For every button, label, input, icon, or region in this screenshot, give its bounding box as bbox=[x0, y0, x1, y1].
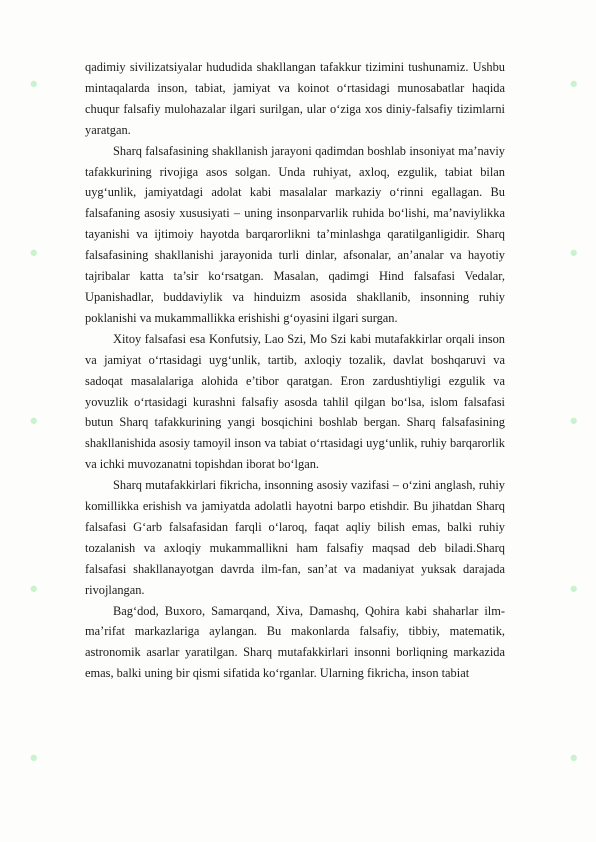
paragraph: Xitoy falsafasi esa Konfutsiy, Lao Szi, Mo Szi kabi mutafakkirlar orqali inson va jamiyat o‘rtasidagi uyg‘unlik, tartib, axloqiy tozalik, davlat boshqaruvi va sadoqat masalalariga alohida e’tibor qaratgan. Eron zardushtiyligi ezgulik va yovuzlik o‘rtasidagi kurashni falsafiy asosda tahlil qilgan bo‘lsa, islom falsafasi butun Sharq tafakkurining yangi bosqichini boshlab bergan. Sharq falsafasining shakllanishida asosiy tamoyil inson va tabiat o‘rtasidagi uyg‘unlik, ruhiy barqarorlik va ichki muvozanatni topishdan iborat bo‘lgan. bbox=[85, 331, 505, 472]
document-body bbox=[85, 57, 505, 684]
paragraph: Sharq falsafasining shakllanish jarayoni qadimdan boshlab insoniyat ma’naviy tafakkurining rivojiga asos solgan. Unda ruhiyat, axloq, ezgulik, tabiat bilan uyg‘unlik, jamiyatdagi adolat kabi masalalar markaziy o‘rinni egallagan. Bu falsafaning asosiy xususiyati – uning insonparvarlik ruhida bo‘lishi, ma’naviylikka tayanishi va ijtimoiy hayotda barqarorlikni ta’minlashga qaratilganligidir. Sharq falsafasining shakllanishi jarayonida turli dinlar, afsonalar, an’analar va hayotiy tajribalar katta ta’sir ko‘rsatgan. Masalan, qadimgi Hind falsafasi Vedalar, Upanishadlar, buddaviylik va hinduizm asosida shakllanib, insonning ruhiy poklanishi va mukammallikka erishishi g‘oyasini ilgari surgan. bbox=[85, 143, 505, 325]
paragraph: Sharq mutafakkirlari fikricha, insonning asosiy vazifasi – o‘zini anglash, ruhiy komillikka erishish va jamiyatda adolatli hayotni barpo etishdir. Bu jihatdan Sharq falsafasi G‘arb falsafasidan farqli o‘laroq, faqat aqliy bilish emas, balki ruhiy tozalanish va axloqiy mukammallikni ham falsafiy maqsad deb biladi.Sharq falsafasi shakllanayotgan davrda ilm-fan, san’at va madaniyat yuksak darajada rivojlangan. bbox=[85, 478, 505, 597]
paragraph: Bag‘dod, Buxoro, Samarqand, Xiva, Damashq, Qohira kabi shaharlar ilm-ma’rifat markazlariga aylangan. Bu makonlarda falsafiy, tibbiy, matematik, astronomik asarlar yaratilgan. Sharq mutafakkirlari insonni borliqning markazida emas, balki uning bir qismi sifatida ko‘rganlar. Ularning fikricha, inson tabiat bbox=[85, 603, 505, 681]
watermark-left: • • • • • bbox=[23, 71, 45, 770]
watermark-right: • • • • • bbox=[563, 71, 585, 770]
paragraph: qadimiy sivilizatsiyalar hududida shakllangan tafakkur tizimini tushunamiz. Ushbu mintaqalarda inson, tabiat, jamiyat va koinot o‘rtasidagi munosabatlar haqida chuqur falsafiy mulohazalar ilgari surilgan, ular o‘ziga xos diniy-falsafiy tizimlarni yaratgan. bbox=[85, 60, 505, 137]
